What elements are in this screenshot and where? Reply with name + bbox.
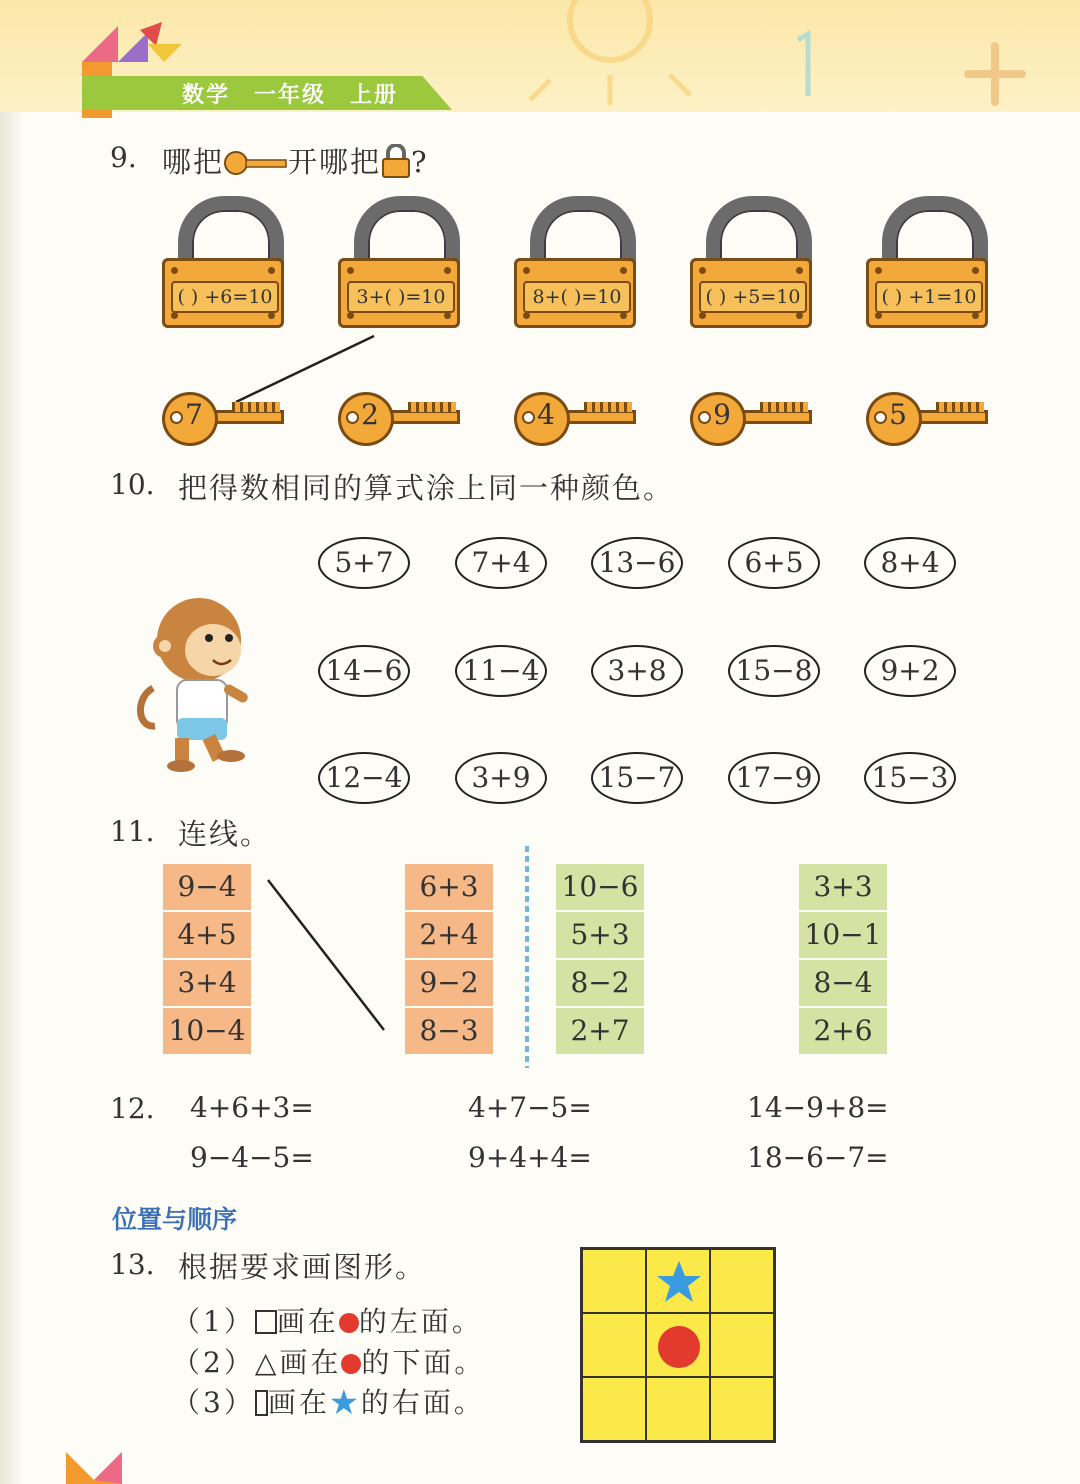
column-divider [525,846,529,1068]
red-circle-icon [656,1324,702,1370]
example-match-line [264,876,390,1036]
lock-equation: 8+( )=10 [523,281,631,313]
doodle-one [790,30,820,100]
key [690,388,814,450]
red-circle-icon [339,1313,359,1333]
key [162,388,286,450]
lock-equation: 3+( )=10 [347,281,455,313]
expression-oval[interactable]: 6+5 [728,537,820,589]
item-text: 画在 [276,1305,339,1338]
match-cell[interactable]: 5+3 [556,912,644,958]
match-cell[interactable]: 9−2 [405,960,493,1006]
expression-oval[interactable]: 9+2 [864,645,956,697]
match-cell[interactable]: 10−6 [556,864,644,910]
q13-item-1 [172,1300,483,1340]
grid-cell[interactable] [582,1313,646,1377]
expression-oval[interactable]: 15−8 [728,645,820,697]
triangle-icon: △ [254,1346,280,1379]
match-cell[interactable]: 8−2 [556,960,644,1006]
expression-oval[interactable]: 15−7 [591,752,683,804]
key-number: 7 [185,398,203,431]
page-edge [0,0,22,1484]
item-text: 画在 [279,1346,342,1379]
expression-oval[interactable]: 17−9 [728,752,820,804]
match-cell[interactable]: 3+4 [163,960,251,1006]
key-number: 5 [889,398,907,431]
q9-number: 9. [110,141,137,174]
calc-expression: 9−4−5= [190,1141,314,1174]
match-column-left-targets [405,864,493,1056]
section-heading: 位置与顺序 [112,1205,238,1234]
key [514,388,638,450]
lock [162,196,286,338]
expression-oval[interactable]: 11−4 [455,645,547,697]
grid-cell-star[interactable] [646,1249,710,1313]
q13-item-3 [172,1381,485,1421]
q12-number: 12. [110,1092,155,1125]
expression-oval[interactable]: 3+9 [455,752,547,804]
q11-question: 连线。 [178,817,272,851]
lock [690,196,814,338]
item-text: 的左面。 [358,1305,483,1338]
star-icon [656,1259,702,1305]
lock-icon [381,144,411,178]
key [338,388,462,450]
item-text: 的右面。 [360,1386,485,1419]
key [866,388,990,450]
expression-oval[interactable]: 7+4 [455,537,547,589]
corner-decoration [66,1452,126,1484]
grid-cell[interactable] [582,1249,646,1313]
match-cell[interactable]: 3+3 [799,864,887,910]
position-grid [580,1247,776,1443]
lock-equation: ( ) +5=10 [699,281,807,313]
match-cell[interactable]: 4+5 [163,912,251,958]
item-text: 画在 [267,1386,330,1419]
key-number: 2 [361,398,379,431]
q9-text-c: ? [411,145,429,179]
match-cell[interactable]: 2+4 [405,912,493,958]
q13-question: 根据要求画图形。 [178,1250,427,1284]
grid-cell[interactable] [646,1377,710,1441]
grid-cell-circle[interactable] [646,1313,710,1377]
key-number: 9 [713,398,731,431]
calc-expression: 9+4+4= [468,1141,592,1174]
book-title: 数学 一年级 上册 [182,83,399,108]
match-column-left [163,864,251,1056]
lock-equation: ( ) +1=10 [875,281,983,313]
q9-question [162,140,429,181]
expression-oval[interactable]: 13−6 [591,537,683,589]
expression-oval[interactable]: 15−3 [864,752,956,804]
sun-doodle [520,0,720,110]
key-icon [224,148,288,178]
q9-text-b: 开哪把 [288,145,382,179]
expression-oval[interactable]: 14−6 [318,645,410,697]
star-icon: ★ [329,1386,361,1419]
grid-cell[interactable] [710,1249,774,1313]
monkey-illustration [135,588,260,774]
lock-equation: ( ) +6=10 [171,281,279,313]
match-cell[interactable]: 9−4 [163,864,251,910]
match-cell[interactable]: 8−4 [799,960,887,1006]
q9-text-a: 哪把 [162,145,225,179]
item-number: （3） [172,1386,255,1419]
calc-expression: 18−6−7= [747,1141,889,1174]
match-cell[interactable]: 2+7 [556,1008,644,1054]
rectangle-icon [255,1390,268,1416]
match-cell[interactable]: 8−3 [405,1008,493,1054]
square-icon [255,1310,277,1334]
item-number: （1） [172,1305,255,1338]
match-cell[interactable]: 10−4 [163,1008,251,1054]
item-number: （2） [172,1346,255,1379]
expression-oval[interactable]: 5+7 [318,537,410,589]
q10-question: 把得数相同的算式涂上同一种颜色。 [178,471,675,505]
q11-number: 11. [110,815,155,848]
grid-cell[interactable] [710,1377,774,1441]
grid-cell[interactable] [582,1377,646,1441]
item-text: 的下面。 [361,1346,486,1379]
expression-oval[interactable]: 3+8 [591,645,683,697]
lock [866,196,990,338]
calc-expression: 4+6+3= [190,1091,314,1124]
expression-oval[interactable]: 8+4 [864,537,956,589]
q10-number: 10. [110,468,155,501]
calc-expression: 14−9+8= [747,1091,889,1124]
grid-cell[interactable] [710,1313,774,1377]
q13-number: 13. [110,1248,155,1281]
match-cell[interactable]: 6+3 [405,864,493,910]
expression-oval[interactable]: 12−4 [318,752,410,804]
match-column-right-targets [799,864,887,1056]
q13-item-2 [172,1341,485,1381]
calc-expression: 4+7−5= [468,1091,592,1124]
lock [338,196,462,338]
lock [514,196,638,338]
match-cell[interactable]: 2+6 [799,1008,887,1054]
red-circle-icon [341,1354,361,1374]
plus-doodle [960,40,1030,110]
key-number: 4 [537,398,555,431]
match-column-right [556,864,644,1056]
match-cell[interactable]: 10−1 [799,912,887,958]
